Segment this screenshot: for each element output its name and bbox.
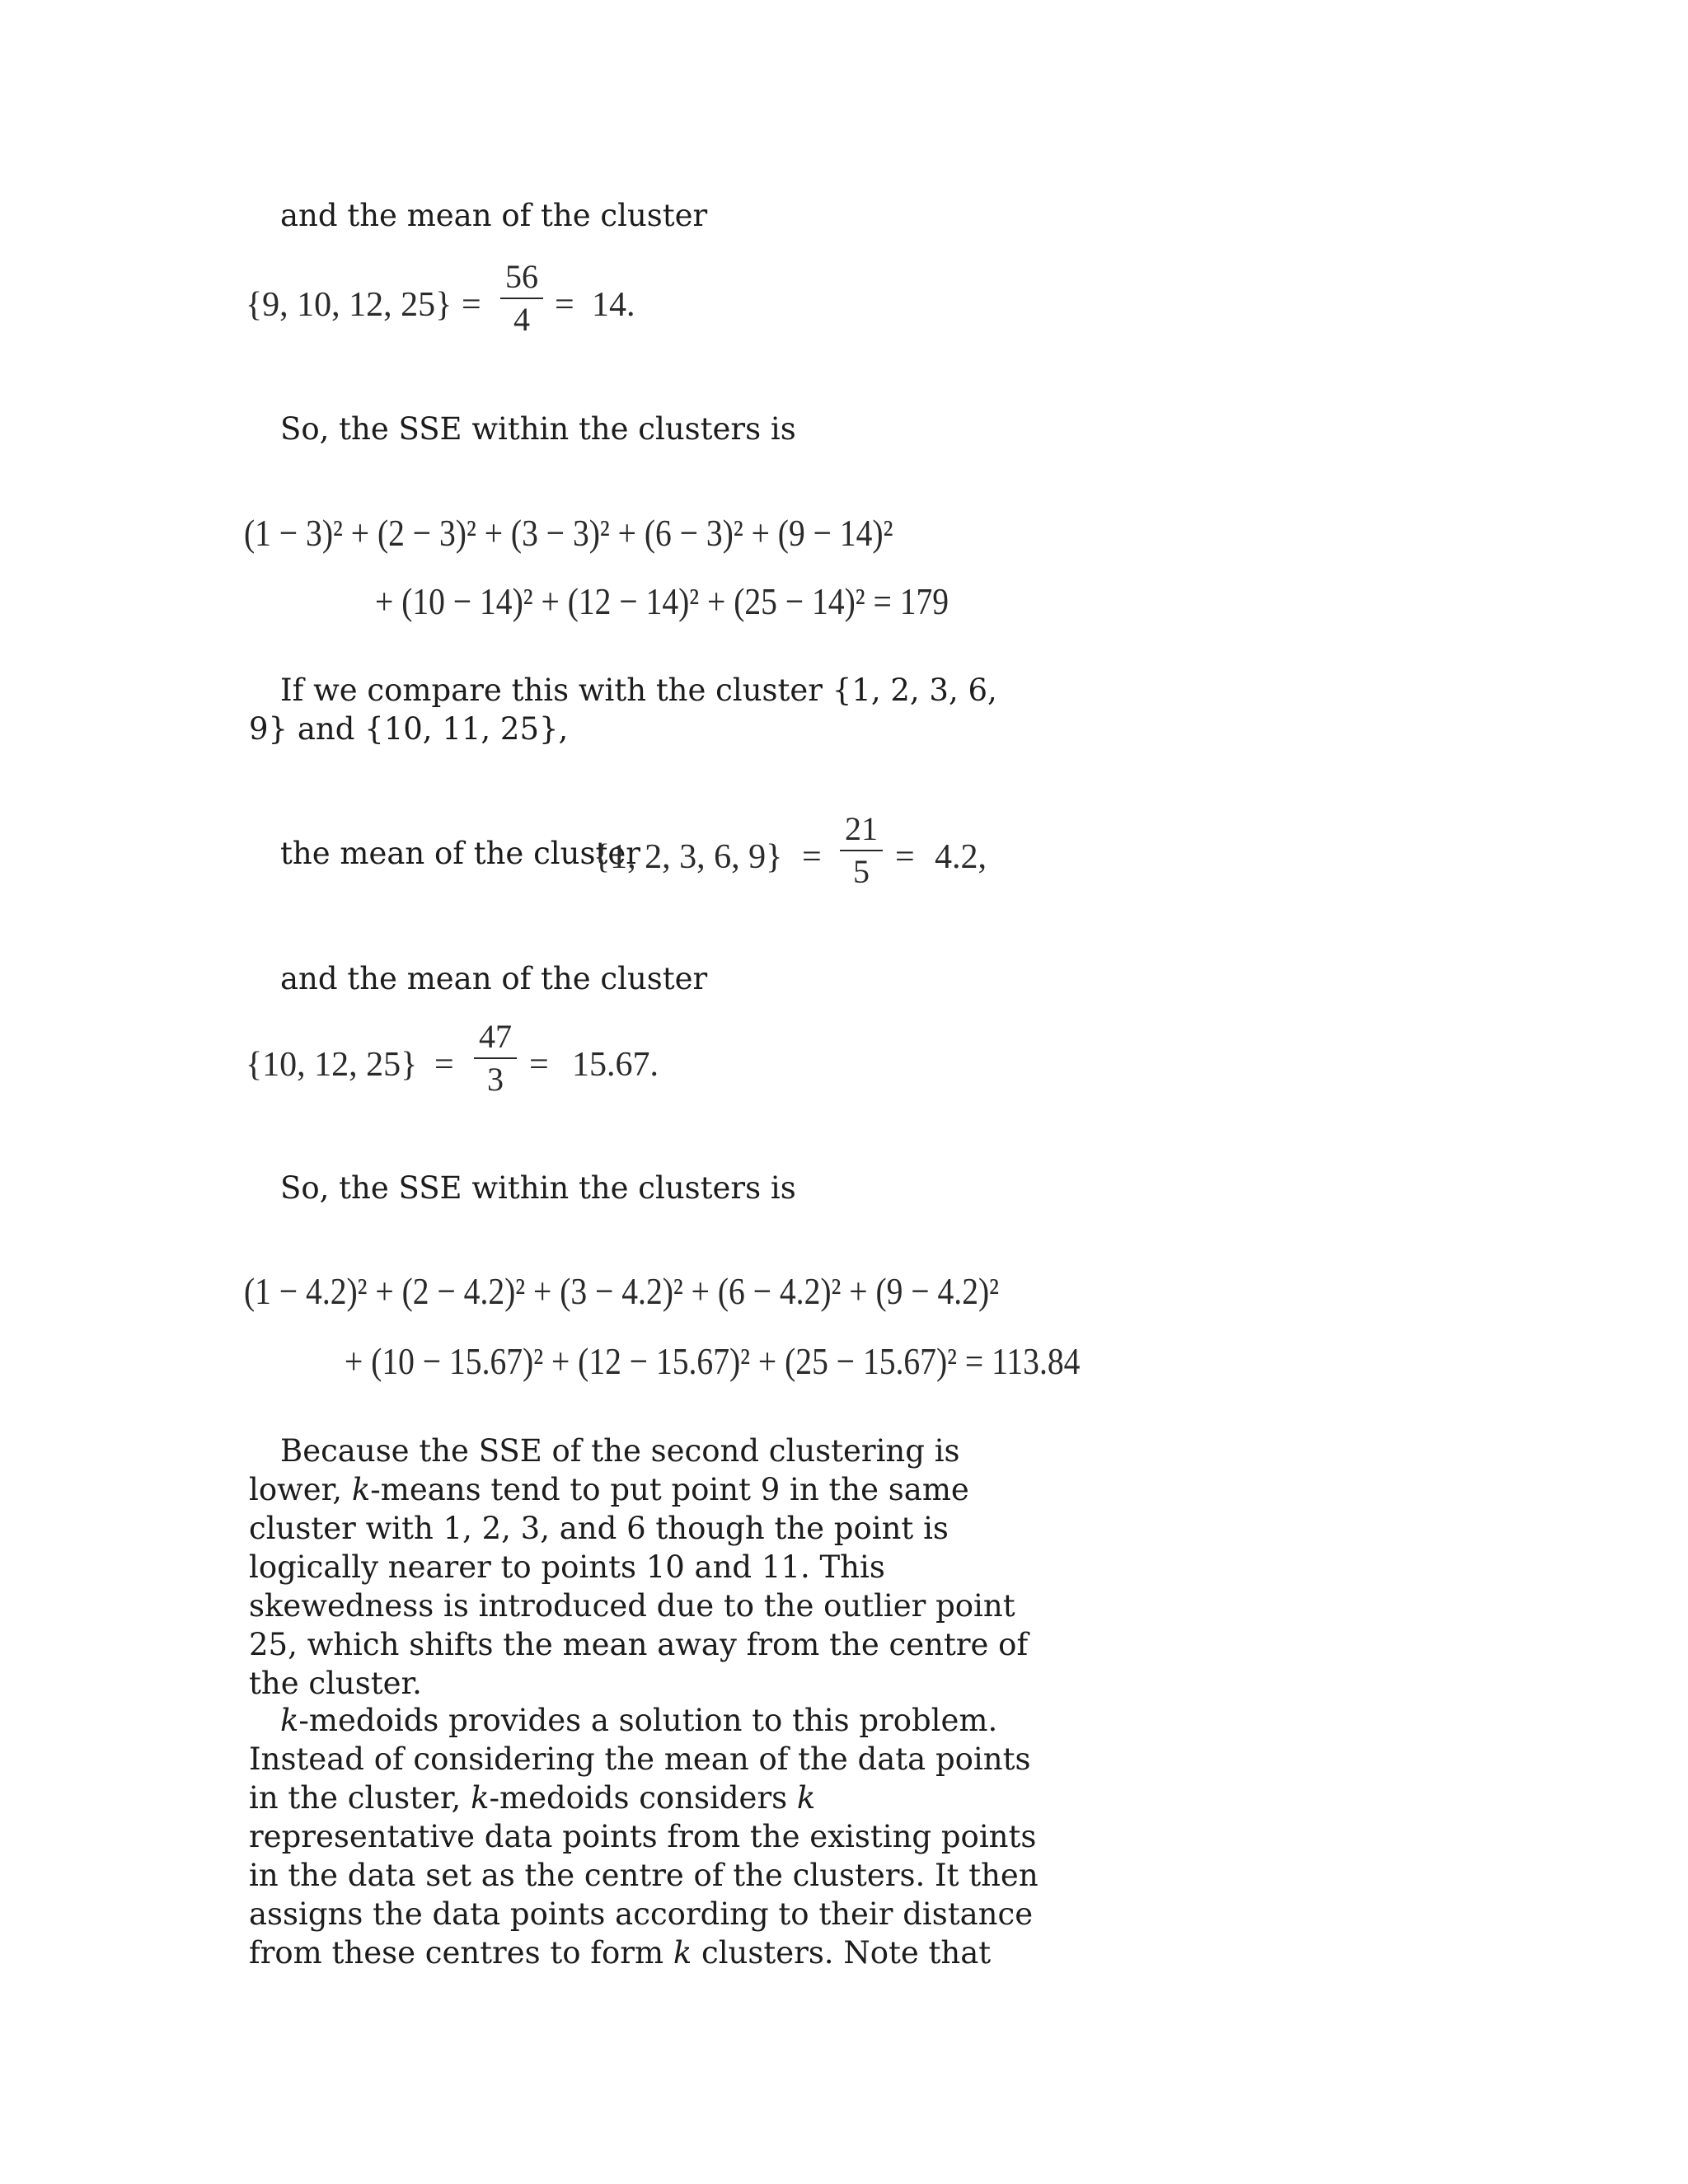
para8-text-d: clusters. Note that — [692, 1935, 992, 1971]
para8-text-b: -medoids considers — [489, 1780, 797, 1816]
sse1-line-2: + (10 − 14)² + (12 − 14)² + (25 − 14)² = 179 — [375, 580, 950, 622]
eq2-denominator: 5 — [853, 853, 870, 890]
eq2-numerator: 21 — [845, 810, 878, 847]
eq2-fraction — [840, 812, 883, 889]
fraction-bar — [840, 850, 883, 851]
eq3-set: {10, 12, 25} — [246, 1046, 418, 1084]
para8-text-a: -medoids provides a solution to this problem. Instead of considering the mean of the data points in the cluster, — [249, 1703, 1031, 1816]
sse2-line-1: (1 − 4.2)² + (2 − 4.2)² + (3 − 4.2)² + (6 − 4.2)² + (9 − 4.2)² — [244, 1270, 1000, 1312]
text-mean-intro-1: and the mean of the cluster — [280, 198, 708, 233]
k-symbol: k — [351, 1472, 371, 1507]
eq2-set: {1, 2, 3, 6, 9} — [593, 838, 783, 876]
sse2-line-2: + (10 − 15.67)² + (12 − 15.67)² + (25 − 15.67)² = 113.84 — [345, 1340, 1081, 1382]
eq1-denominator: 4 — [513, 301, 530, 338]
text-sse-intro-1: So, the SSE within the clusters is — [280, 411, 796, 447]
text-kmedoids-explanation — [249, 1701, 1040, 1972]
text-mean-intro-3: and the mean of the cluster — [280, 961, 708, 996]
text-kmeans-skew-explanation — [249, 1432, 1040, 1703]
text-sse-intro-2: So, the SSE within the clusters is — [280, 1170, 796, 1206]
eq1-equals: = — [462, 286, 481, 324]
eq3-equals-2: = — [529, 1046, 549, 1084]
eq3-denominator: 3 — [487, 1061, 504, 1098]
eq2-equals: = — [802, 838, 822, 876]
k-symbol: k — [673, 1935, 692, 1971]
eq2-result: 4.2, — [935, 838, 987, 876]
para7-text-b: -means tend to put point 9 in the same cluster with 1, 2, 3, and 6 though the point is logically nearer to points 10 and 11. This skewedness is introduced due to the outlier point 25, which shifts the mean away from the centre of the cluster. — [249, 1472, 1029, 1701]
eq1-numerator: 56 — [505, 258, 538, 295]
eq3-equals: = — [434, 1046, 454, 1084]
para8-text-c: representative data points from the existing points in the data set as the centre of the clusters. It then assigns the data points according to their distance from these centres to form — [249, 1819, 1039, 1971]
text-compare-clusters: If we compare this with the cluster {1, 2, 3, 6, 9} and {10, 11, 25}, — [249, 673, 997, 747]
k-symbol: k — [471, 1780, 490, 1816]
text-mean-intro-2: the mean of the cluster — [280, 836, 640, 871]
eq1-fraction — [500, 260, 543, 337]
eq2-equals-2: = — [895, 838, 915, 876]
k-symbol: k — [796, 1780, 816, 1816]
sse1-line-1: (1 − 3)² + (2 − 3)² + (3 − 3)² + (6 − 3)² + (9 − 14)² — [244, 512, 893, 554]
fraction-bar — [474, 1057, 517, 1059]
k-symbol: k — [280, 1703, 299, 1738]
para7-text-a: Because the SSE of the second clustering is lower, — [249, 1433, 960, 1507]
eq3-result: 15.67. — [572, 1046, 659, 1084]
eq1-result: 14. — [592, 286, 635, 324]
eq3-numerator: 47 — [479, 1018, 512, 1055]
eq1-equals-2: = — [555, 286, 574, 324]
fraction-bar — [500, 298, 543, 299]
eq1-set: {9, 10, 12, 25} — [246, 286, 452, 324]
eq3-fraction — [474, 1019, 517, 1097]
